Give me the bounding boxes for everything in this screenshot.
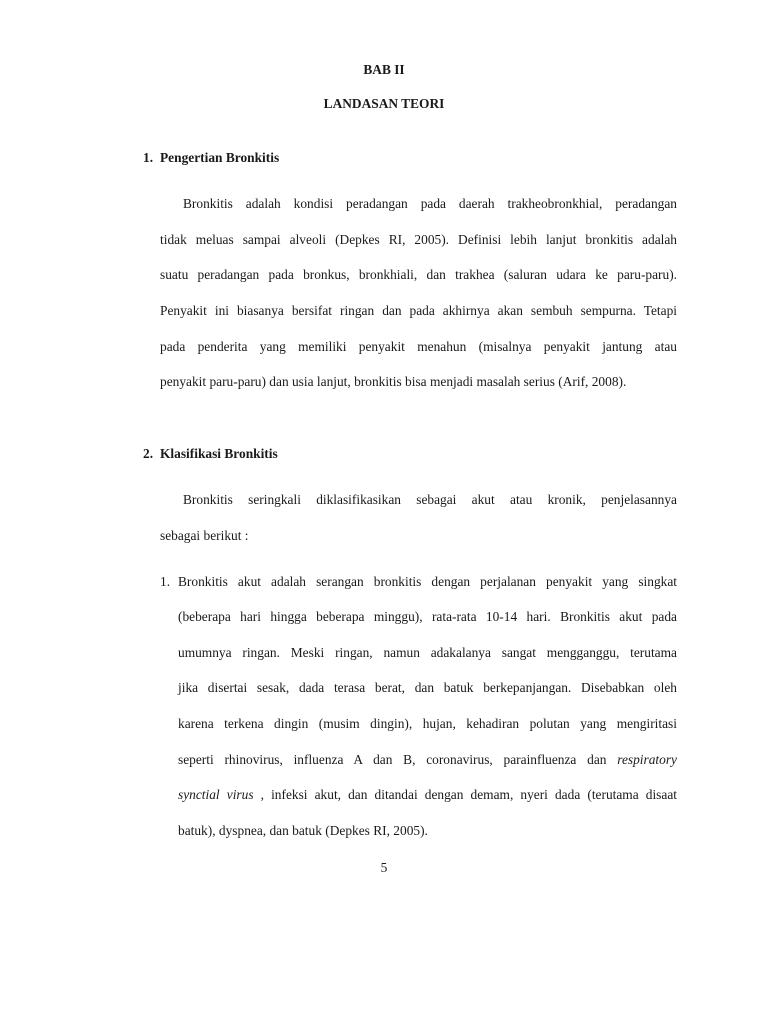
- section-2-intro-line: Bronkitis seringkali diklasifikasikan sebagai akut atau kronik, penjelasannya: [183, 492, 677, 507]
- section-1-line: pada penderita yang memiliki penyakit menahun (misalnya penyakit jantung atau: [160, 339, 677, 354]
- list-item-italic-term: respiratory: [617, 752, 677, 767]
- section-2-number: 2.: [143, 446, 154, 461]
- section-1-title: Pengertian Bronkitis: [160, 150, 280, 165]
- list-item-line: umumnya ringan. Meski ringan, namun adakalanya sangat mengganggu, terutama: [178, 645, 677, 660]
- list-item-line: karena terkena dingin (musim dingin), hujan, kehadiran polutan yang mengiritasi: [178, 716, 677, 731]
- section-1-line: penyakit paru-paru) dan usia lanjut, bronkitis bisa menjadi masalah serius (Arif, 2008).: [160, 374, 627, 389]
- list-item-line: [178, 752, 677, 768]
- page-number: 5: [380, 860, 388, 875]
- section-1-line: Penyakit ini biasanya bersifat ringan dan pada akhirnya akan sembuh sempurna. Tetapi: [160, 303, 677, 318]
- list-item-italic-term: synctial virus: [178, 787, 254, 802]
- section-2-intro-line: sebagai berikut :: [160, 528, 249, 543]
- section-2-title: Klasifikasi Bronkitis: [160, 446, 278, 461]
- section-1-line: tidak meluas sampai alveoli (Depkes RI, 2005). Definisi lebih lanjut bronkitis adalah: [160, 232, 677, 247]
- list-item-line: [178, 787, 677, 803]
- section-1-line: Bronkitis adalah kondisi peradangan pada daerah trakheobronkhial, peradangan: [183, 196, 677, 211]
- list-item-line: jika disertai sesak, dada terasa berat, dan batuk berkepanjangan. Disebabkan oleh: [178, 680, 677, 695]
- list-item-line: (beberapa hari hingga beberapa minggu), rata-rata 10-14 hari. Bronkitis akut pada: [178, 609, 677, 624]
- chapter-label: BAB II: [363, 62, 405, 77]
- section-1-line: suatu peradangan pada bronkus, bronkhiali, dan trakhea (saluran udara ke paru-paru).: [160, 267, 677, 282]
- list-item-number: 1.: [160, 574, 171, 589]
- list-item-line: batuk), dyspnea, dan batuk (Depkes RI, 2005).: [178, 823, 428, 838]
- section-1-number: 1.: [143, 150, 154, 165]
- list-item-text: , infeksi akut, dan ditandai dengan demam, nyeri dada (terutama disaat: [253, 787, 677, 802]
- list-item-text: seperti rhinovirus, influenza A dan B, coronavirus, parainfluenza dan: [178, 752, 607, 767]
- list-item-line: Bronkitis akut adalah serangan bronkitis dengan perjalanan penyakit yang singkat: [178, 574, 677, 589]
- chapter-title: LANDASAN TEORI: [323, 96, 445, 111]
- section-2-heading: [143, 446, 278, 462]
- section-1-heading: [143, 150, 279, 166]
